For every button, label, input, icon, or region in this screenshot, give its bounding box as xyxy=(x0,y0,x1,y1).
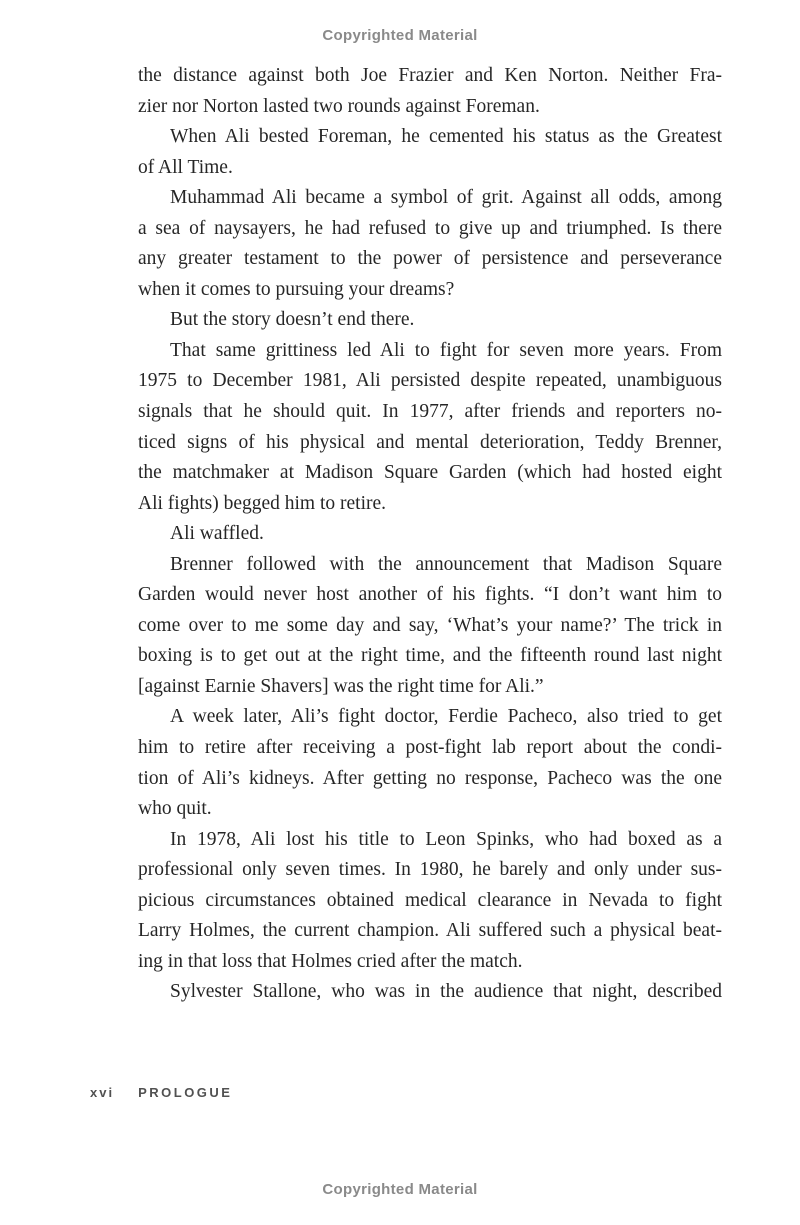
text-line: When Ali bested Foreman, he cemented his status as the Greatest xyxy=(170,126,722,148)
text-line: zier nor Norton lasted two rounds against Foreman. xyxy=(138,95,540,117)
text-line: ing in that loss that Holmes cried after the match. xyxy=(138,950,523,972)
footer-page-number: xvi xyxy=(90,1085,115,1100)
text-line: the distance against both Joe Frazier and Ken Norton. Neither Fra- xyxy=(138,65,722,86)
paragraph xyxy=(138,61,722,122)
text-line: That same grittiness led Ali to fight for seven more years. From xyxy=(170,339,722,361)
text-block xyxy=(138,61,722,1008)
text-line: 1975 to December 1981, Ali persisted despite repeated, unambiguous xyxy=(138,370,722,392)
text-line: Sylvester Stallone, who was in the audience that night, described xyxy=(170,981,722,1003)
text-line: In 1978, Ali lost his title to Leon Spinks, who had boxed as a xyxy=(170,828,722,850)
text-line: Muhammad Ali became a symbol of grit. Against all odds, among xyxy=(170,187,722,209)
paragraph xyxy=(138,336,722,519)
text-line: any greater testament to the power of persistence and perseverance xyxy=(138,248,722,270)
top-copyright-notice: Copyrighted Material xyxy=(322,27,478,44)
text-line: him to retire after receiving a post-fight lab report about the condi- xyxy=(138,737,722,759)
text-line: signals that he should quit. In 1977, after friends and reporters no- xyxy=(138,401,722,423)
text-line: picious circumstances obtained medical clearance in Nevada to fight xyxy=(138,889,722,911)
text-line: a sea of naysayers, he had refused to give up and triumphed. Is there xyxy=(138,217,722,239)
paragraph xyxy=(138,305,722,336)
paragraph xyxy=(138,825,722,978)
text-line: professional only seven times. In 1980, he barely and only under sus- xyxy=(138,859,722,881)
text-line: But the story doesn’t end there. xyxy=(170,309,415,331)
text-line: come over to me some day and say, ‘What’s your name?’ The trick in xyxy=(138,614,722,636)
paragraph xyxy=(138,702,722,824)
bottom-copyright-notice: Copyrighted Material xyxy=(322,1181,478,1198)
paragraph xyxy=(138,183,722,305)
text-line: Brenner followed with the announcement that Madison Square xyxy=(170,553,722,575)
text-line: Larry Holmes, the current champion. Ali suffered such a physical beat- xyxy=(138,920,722,942)
paragraph xyxy=(138,550,722,703)
footer-section-label: PROLOGUE xyxy=(138,1085,233,1100)
text-line: A week later, Ali’s fight doctor, Ferdie Pacheco, also tried to get xyxy=(170,706,722,728)
paragraph xyxy=(138,122,722,183)
page-footer xyxy=(90,1085,232,1100)
text-line: Ali waffled. xyxy=(170,523,264,545)
text-line: of All Time. xyxy=(138,156,233,178)
text-line: boxing is to get out at the right time, and the fifteenth round last night xyxy=(138,645,722,667)
text-line: ticed signs of his physical and mental deterioration, Teddy Brenner, xyxy=(138,431,722,453)
text-line: tion of Ali’s kidneys. After getting no response, Pacheco was the one xyxy=(138,767,722,789)
paragraph xyxy=(138,519,722,550)
text-line: [against Earnie Shavers] was the right time for Ali.” xyxy=(138,675,544,697)
text-line: who quit. xyxy=(138,798,212,820)
text-line: when it comes to pursuing your dreams? xyxy=(138,278,455,300)
text-line: Garden would never host another of his fights. “I don’t want him to xyxy=(138,584,722,606)
text-line: the matchmaker at Madison Square Garden (which had hosted eight xyxy=(138,462,722,484)
paragraph xyxy=(138,977,722,1008)
text-line: Ali fights) begged him to retire. xyxy=(138,492,387,514)
